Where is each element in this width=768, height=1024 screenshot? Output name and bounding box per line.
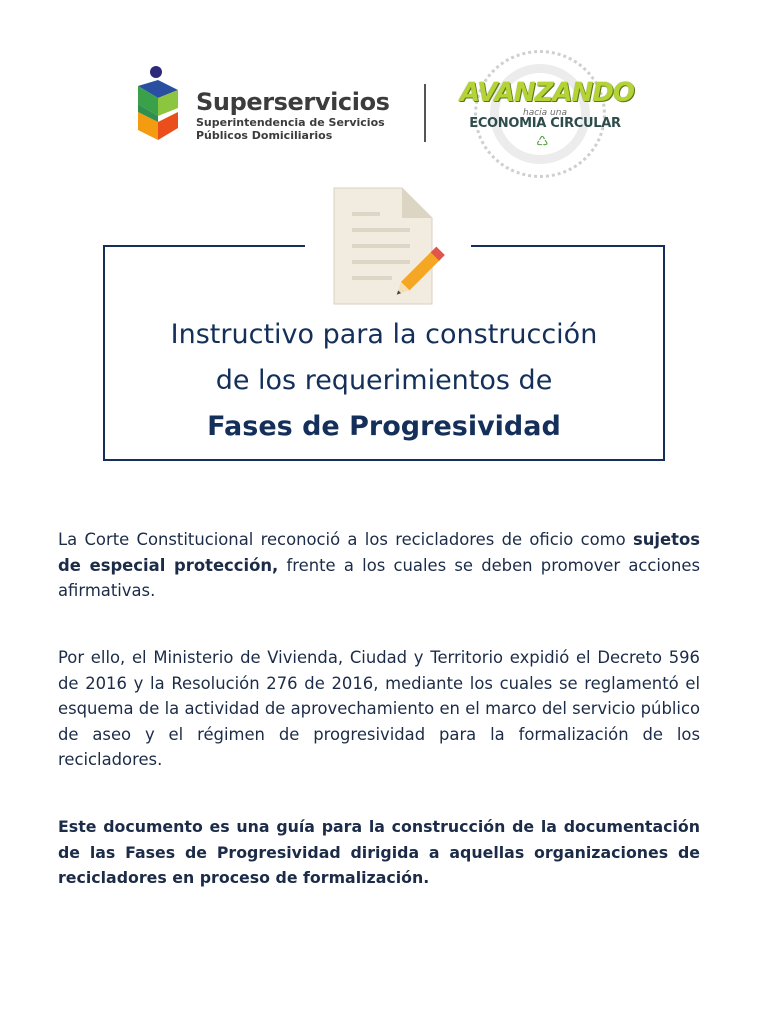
paragraph-3: Este documento es una guía para la construcción de la documentación de las Fases de Progresividad dirigida a aquellas organizaciones de recicladores en proceso de formalización. xyxy=(58,817,700,888)
campaign-logo xyxy=(460,50,635,180)
campaign-small: hacia una xyxy=(523,108,567,118)
title-line-1: Instructivo para la construcción xyxy=(170,319,598,350)
header-divider xyxy=(424,84,426,142)
paragraph-1-text-a: La Corte Constitucional reconoció a los recicladores de oficio como xyxy=(58,530,633,549)
org-name: Superservicios xyxy=(196,88,390,116)
superservicios-logo-icon xyxy=(134,64,184,144)
paragraph-1-bold: sujetos de especial protección, xyxy=(58,530,700,575)
document-title xyxy=(103,312,665,450)
paragraph-2: Por ello, el Ministerio de Vivienda, Ciudad y Territorio expidió el Decreto 596 de 2016 y la Resolución 276 de 2016, mediante los cuales se reglamentó el esquema de la actividad de aprovechamiento en el marco del servicio público de aseo y el régimen de progresividad para la formalización de los recicladores. xyxy=(58,648,700,770)
paragraph-1-text-b: frente a los cuales se deben promover acciones afirmativas. xyxy=(58,555,701,601)
title-line-2: de los requerimientos de xyxy=(215,365,553,396)
recycle-icon: ♺ xyxy=(536,134,549,150)
paragraph-1 xyxy=(58,527,700,604)
campaign-title: AVANZANDO xyxy=(460,78,635,108)
document-pencil-icon xyxy=(332,186,458,306)
header xyxy=(0,48,768,188)
campaign-subtitle: ECONOMIA CIRCULAR xyxy=(469,116,621,131)
org-sub-1: Superintendencia de Servicios xyxy=(196,116,385,129)
org-sub-2: Públicos Domiciliarios xyxy=(196,129,333,142)
org-text xyxy=(196,88,390,142)
title-line-3: Fases de Progresividad xyxy=(207,411,561,442)
